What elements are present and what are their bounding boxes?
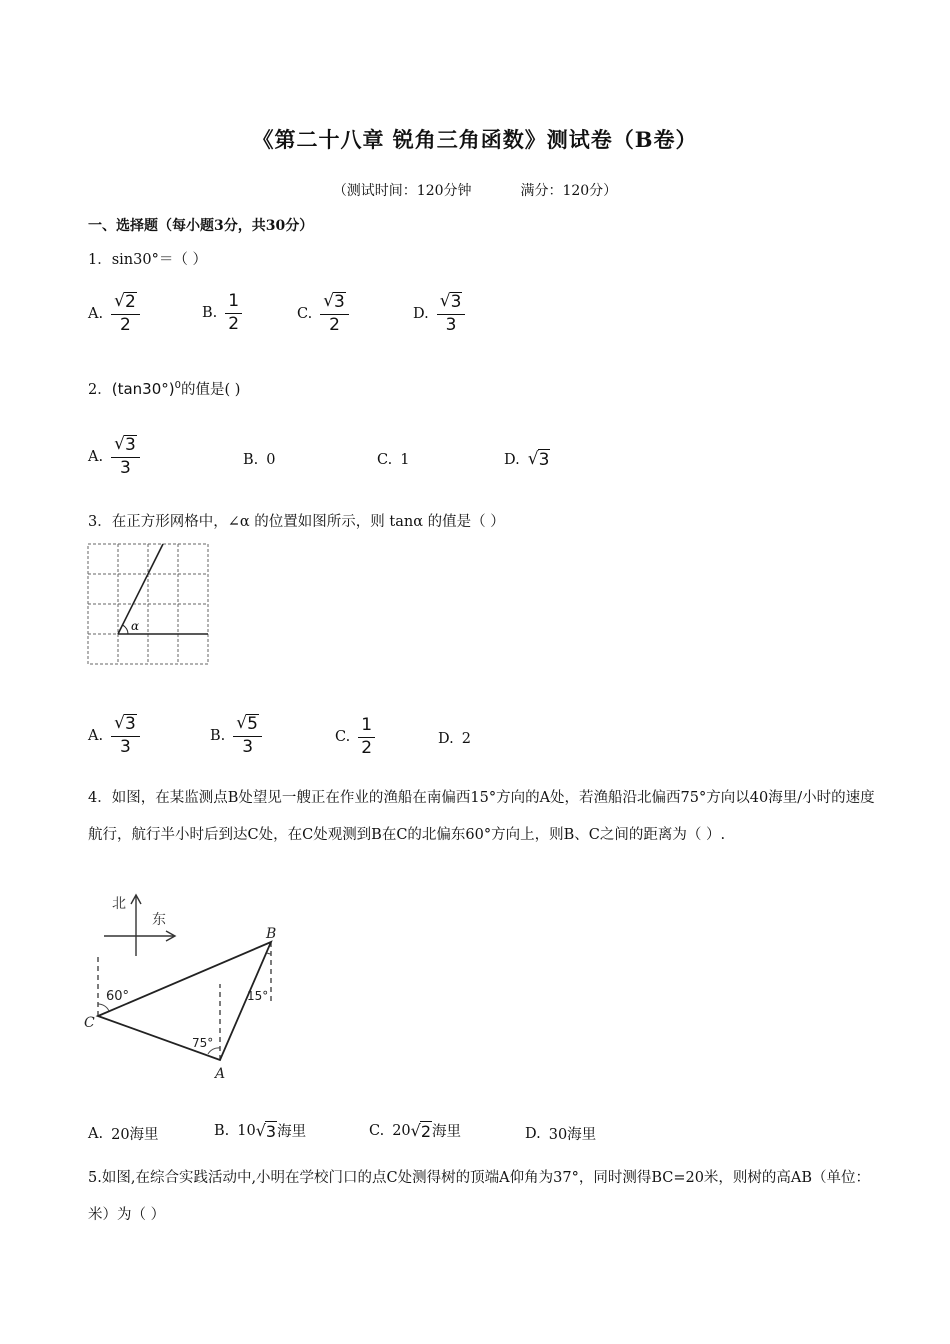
q4-option-b[interactable]: B. 10 √ 3 海里 <box>214 1120 307 1141</box>
option-label: A. <box>88 727 104 744</box>
question-2-stem: 2．$(\tan 30^\circ)^0$的值是( ) <box>88 380 241 398</box>
q4-option-d[interactable] <box>525 1123 596 1144</box>
option-label: B. <box>214 1122 230 1139</box>
q2-option-d[interactable] <box>504 449 550 470</box>
q3-option-c[interactable] <box>335 716 375 758</box>
option-label: C. <box>297 305 313 322</box>
option-label: D. <box>438 731 454 747</box>
section-heading: 一、选择题（每小题3分，共30分） <box>88 218 314 234</box>
point-b-label: B <box>266 926 277 942</box>
exam-info <box>0 180 950 200</box>
option-label: D. <box>504 451 520 468</box>
option-value: 0 <box>266 452 276 468</box>
fraction: √ 3 3 <box>437 292 466 335</box>
alpha-label: α <box>131 619 140 633</box>
east-label: 东 <box>152 912 166 928</box>
option-label: D. <box>413 305 429 322</box>
option-value: 20海里 <box>111 1127 159 1143</box>
q2-option-c[interactable] <box>377 452 409 468</box>
option-value: 30海里 <box>548 1127 597 1143</box>
option-value: 1 <box>400 452 410 468</box>
fraction: √ 3 3 <box>111 435 140 478</box>
option-label: A. <box>88 1125 104 1142</box>
option-value: 2 <box>461 731 471 747</box>
q1-option-c[interactable] <box>297 292 349 335</box>
q3-option-d[interactable] <box>438 731 471 747</box>
q1-option-d[interactable] <box>413 292 465 335</box>
fraction: √ 3 3 <box>111 714 140 757</box>
option-label: A. <box>88 448 104 465</box>
q4-option-c[interactable]: C. 20 √ 2 海里 <box>369 1120 462 1141</box>
option-label: C. <box>369 1122 385 1139</box>
square-root: √ 2 <box>410 1120 432 1141</box>
option-label: C. <box>377 452 393 468</box>
point-a-label: A <box>215 1066 226 1082</box>
question-1-stem: 1．sin30°＝（ ） <box>88 252 207 268</box>
fraction: $\frac{1}{2}$ <box>358 716 375 758</box>
angle-60-label: 60° <box>106 989 130 1004</box>
angle-side-slanted <box>118 544 163 634</box>
question-4-stem: 4．如图，在某监测点B处望见一艘正在作业的渔船在南偏西15°方向的A处，若渔船沿北偏西75°方向以40海里/小时的速度航行，航行半小时后到达C处，在C处观测到B在C的北偏东60°方向上，则B、C之间的距离为（ ）. <box>88 790 875 843</box>
option-label: C. <box>335 729 351 746</box>
fraction: √ 5 3 <box>233 714 262 757</box>
point-c-label: C <box>84 1015 95 1031</box>
question-3-stem: 3．在正方形网格中，∠α 的位置如图所示，则 tanα 的值是（ ） <box>88 514 505 530</box>
q1-option-b[interactable] <box>202 292 242 334</box>
grid-figure <box>86 542 212 668</box>
option-label: B. <box>243 452 259 468</box>
exam-score: 满分：120分） <box>520 183 618 199</box>
q4-option-a[interactable] <box>88 1123 159 1144</box>
page-title: 《第二十八章 锐角三角函数》测试卷（B卷） <box>252 127 698 152</box>
navigation-figure <box>84 890 294 1086</box>
option-label: D. <box>525 1125 541 1142</box>
question-5-stem: 5.如图,在综合实践活动中,小明在学校门口的点C处测得树的顶端A仰角为37°，同时测得BC=20米，则树的高AB（单位：米）为（ ） <box>88 1170 871 1223</box>
fraction: √ 2 2 <box>111 292 140 335</box>
fraction: √ 3 2 <box>320 292 349 335</box>
option-label: B. <box>202 305 218 322</box>
angle-75-label: 75° <box>192 1036 214 1050</box>
exam-time: （测试时间：120分钟 <box>332 183 472 199</box>
q1-option-a[interactable] <box>88 292 140 335</box>
north-label: 北 <box>112 896 126 912</box>
angle-15-label: 15° <box>247 989 269 1003</box>
q3-option-b[interactable] <box>210 714 262 757</box>
q2-option-a[interactable] <box>88 435 140 478</box>
q2-option-b[interactable] <box>243 452 276 468</box>
q3-option-a[interactable] <box>88 714 140 757</box>
square-root: √ 3 <box>255 1120 277 1141</box>
fraction: $\frac{1}{2}$ <box>225 292 242 334</box>
option-label: B. <box>210 727 226 744</box>
square-root: √ 3 <box>527 449 550 470</box>
option-label: A. <box>88 305 104 322</box>
